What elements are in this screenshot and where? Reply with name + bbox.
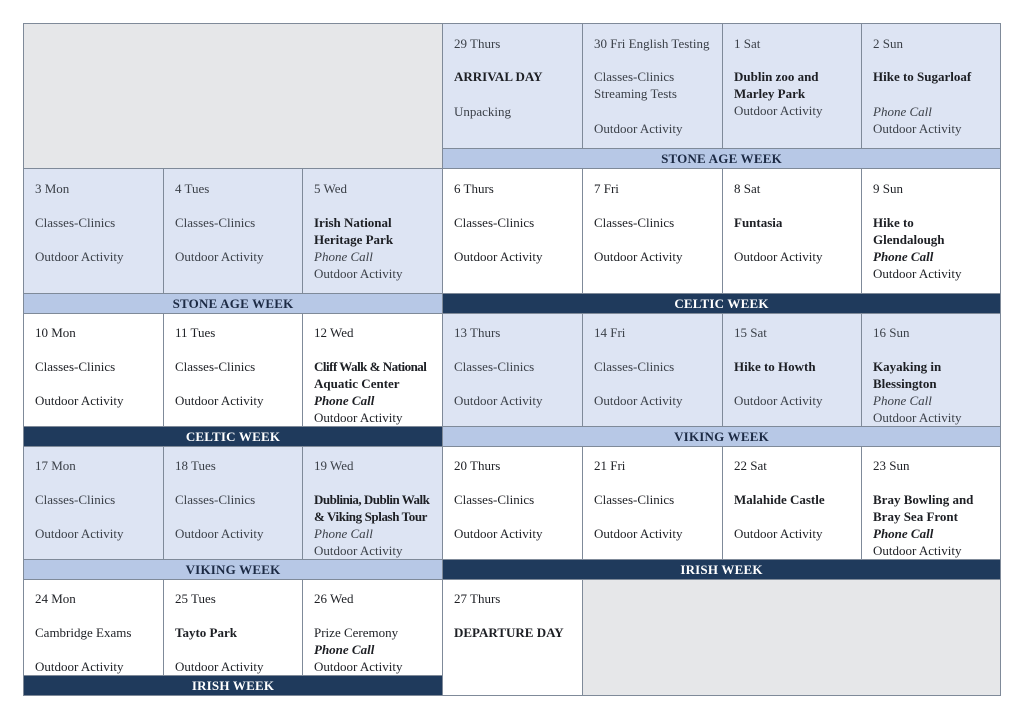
day-activity: Outdoor Activity (873, 121, 962, 136)
phone-call: Phone Call (873, 249, 934, 264)
day-activity: Classes-Clinics (594, 359, 675, 374)
day-activity: Outdoor Activity (594, 393, 683, 408)
week-band: STONE AGE WEEK (23, 293, 443, 314)
day-cell-19 (302, 446, 443, 560)
day-activity: Classes-Clinics (175, 359, 256, 374)
day-title: Tayto Park (175, 625, 237, 640)
day-cell-13 (442, 313, 583, 427)
day-cell-14 (582, 313, 723, 427)
day-cell-26 (302, 579, 443, 676)
day-cell-10 (23, 313, 164, 427)
day-header: 16 Sun (873, 325, 910, 340)
day-header: 1 Sat (734, 36, 761, 51)
day-title: Dublinia, Dublin Walk (314, 492, 430, 507)
day-title: Prize Ceremony (314, 625, 399, 640)
day-header: 19 Wed (314, 458, 354, 473)
day-activity: Outdoor Activity (734, 393, 823, 408)
day-cell-8 (722, 168, 862, 294)
day-title: Blessington (873, 376, 937, 391)
day-activity: Outdoor Activity (35, 393, 124, 408)
day-header: 8 Sat (734, 181, 761, 196)
day-activity: Outdoor Activity (175, 526, 264, 541)
day-activity: Outdoor Activity (314, 266, 403, 281)
phone-call: Phone Call (314, 249, 373, 264)
day-header: 14 Fri (594, 325, 626, 340)
day-header: 9 Sun (873, 181, 903, 196)
day-title: Hike to (873, 215, 914, 230)
day-cell-24 (23, 579, 164, 676)
day-activity: Outdoor Activity (314, 410, 403, 425)
day-activity: Classes-Clinics (594, 215, 675, 230)
day-header: 5 Wed (314, 181, 348, 196)
day-title: Kayaking in (873, 359, 942, 374)
day-activity: Classes-Clinics (175, 215, 256, 230)
day-title: Aquatic Center (314, 376, 400, 391)
day-activity: Outdoor Activity (314, 543, 403, 558)
day-title: Irish National (314, 215, 392, 230)
day-cell-17 (23, 446, 164, 560)
day-activity: Outdoor Activity (594, 526, 683, 541)
day-header: 20 Thurs (454, 458, 501, 473)
day-cell-5 (302, 168, 443, 294)
day-header: 10 Mon (35, 325, 76, 340)
day-title: Heritage Park (314, 232, 394, 247)
day-cell-2 (861, 23, 1001, 149)
day-header: 21 Fri (594, 458, 626, 473)
day-activity: Outdoor Activity (734, 103, 823, 118)
day-activity: Outdoor Activity (454, 249, 543, 264)
day-cell-11 (163, 313, 303, 427)
day-cell-6 (442, 168, 583, 294)
phone-call: Phone Call (873, 526, 934, 541)
day-header: 12 Wed (314, 325, 354, 340)
day-header: 30 Fri English Testing (594, 36, 710, 51)
day-cell-12 (302, 313, 443, 427)
day-title: Bray Sea Front (873, 509, 958, 524)
week-band: VIKING WEEK (442, 426, 1001, 447)
day-activity: Outdoor Activity (175, 249, 264, 264)
day-cell-18 (163, 446, 303, 560)
day-title: Glendalough (873, 232, 945, 247)
day-cell-16 (861, 313, 1001, 427)
day-activity: Classes-Clinics (35, 215, 116, 230)
week-band: STONE AGE WEEK (442, 148, 1001, 169)
day-activity: Outdoor Activity (35, 526, 124, 541)
day-activity: Cambridge Exams (35, 625, 132, 640)
day-header: 4 Tues (175, 181, 210, 196)
day-activity: Streaming Tests (594, 86, 677, 101)
day-header: 11 Tues (175, 325, 216, 340)
day-cell-30 (582, 23, 723, 149)
day-header: 25 Tues (175, 591, 216, 606)
day-title: Malahide Castle (734, 492, 825, 507)
day-activity: Outdoor Activity (873, 410, 962, 425)
day-cell-22 (722, 446, 862, 560)
day-activity: Classes-Clinics (594, 69, 675, 84)
day-header: 6 Thurs (454, 181, 494, 196)
day-header: 27 Thurs (454, 591, 501, 606)
day-header: 13 Thurs (454, 325, 501, 340)
day-cell-25 (163, 579, 303, 676)
day-header: 26 Wed (314, 591, 354, 606)
day-header: 23 Sun (873, 458, 910, 473)
day-title: Hike to Sugarloaf (873, 69, 972, 84)
day-activity: Outdoor Activity (175, 393, 264, 408)
day-title: Marley Park (734, 86, 806, 101)
week-band: IRISH WEEK (23, 675, 443, 696)
day-header: 2 Sun (873, 36, 903, 51)
day-cell-15 (722, 313, 862, 427)
day-header: 22 Sat (734, 458, 767, 473)
day-activity: Classes-Clinics (594, 492, 675, 507)
day-title: ARRIVAL DAY (454, 69, 543, 84)
day-header: 18 Tues (175, 458, 216, 473)
day-cell-23 (861, 446, 1001, 560)
day-title: DEPARTURE DAY (454, 625, 564, 640)
day-cell-1 (722, 23, 862, 149)
day-activity: Outdoor Activity (35, 659, 124, 674)
day-header: 17 Mon (35, 458, 76, 473)
day-activity: Outdoor Activity (175, 659, 264, 674)
day-activity: Outdoor Activity (594, 249, 683, 264)
day-activity: Outdoor Activity (734, 249, 823, 264)
day-activity: Classes-Clinics (35, 359, 116, 374)
phone-call: Phone Call (873, 393, 932, 408)
week-band: CELTIC WEEK (23, 426, 443, 447)
day-activity: Outdoor Activity (734, 526, 823, 541)
day-activity: Classes-Clinics (454, 492, 535, 507)
week-band: VIKING WEEK (23, 559, 443, 580)
day-header: 24 Mon (35, 591, 76, 606)
day-cell-27 (442, 579, 583, 696)
day-title: Hike to Howth (734, 359, 816, 374)
phone-call: Phone Call (873, 104, 932, 119)
day-activity: Outdoor Activity (594, 121, 683, 136)
day-activity: Unpacking (454, 104, 512, 119)
day-cell-9 (861, 168, 1001, 294)
day-activity: Classes-Clinics (175, 492, 256, 507)
day-cell-21 (582, 446, 723, 560)
day-activity: Outdoor Activity (873, 543, 962, 558)
empty-cell (23, 23, 443, 169)
day-header: 7 Fri (594, 181, 619, 196)
day-header: 3 Mon (35, 181, 70, 196)
day-activity: Classes-Clinics (454, 215, 535, 230)
day-cell-4 (163, 168, 303, 294)
day-activity: Classes-Clinics (35, 492, 116, 507)
day-activity: Outdoor Activity (454, 526, 543, 541)
day-activity: Outdoor Activity (454, 393, 543, 408)
day-cell-29 (442, 23, 583, 149)
day-header: 29 Thurs (454, 36, 501, 51)
day-activity: Outdoor Activity (873, 266, 962, 281)
day-activity: Classes-Clinics (454, 359, 535, 374)
day-activity: Outdoor Activity (314, 659, 403, 674)
day-title: Bray Bowling and (873, 492, 974, 507)
day-activity: Outdoor Activity (35, 249, 124, 264)
week-band: CELTIC WEEK (442, 293, 1001, 314)
day-title: Funtasia (734, 215, 783, 230)
day-cell-7 (582, 168, 723, 294)
empty-cell (582, 579, 1001, 696)
day-title: Dublin zoo and (734, 69, 819, 84)
day-header: 15 Sat (734, 325, 767, 340)
phone-call: Phone Call (314, 393, 375, 408)
phone-call: Phone Call (314, 526, 373, 541)
day-cell-20 (442, 446, 583, 560)
day-cell-3 (23, 168, 164, 294)
week-band: IRISH WEEK (442, 559, 1001, 580)
day-title: Cliff Walk & National (314, 359, 427, 374)
phone-call: Phone Call (314, 642, 375, 657)
day-title: & Viking Splash Tour (314, 509, 428, 524)
